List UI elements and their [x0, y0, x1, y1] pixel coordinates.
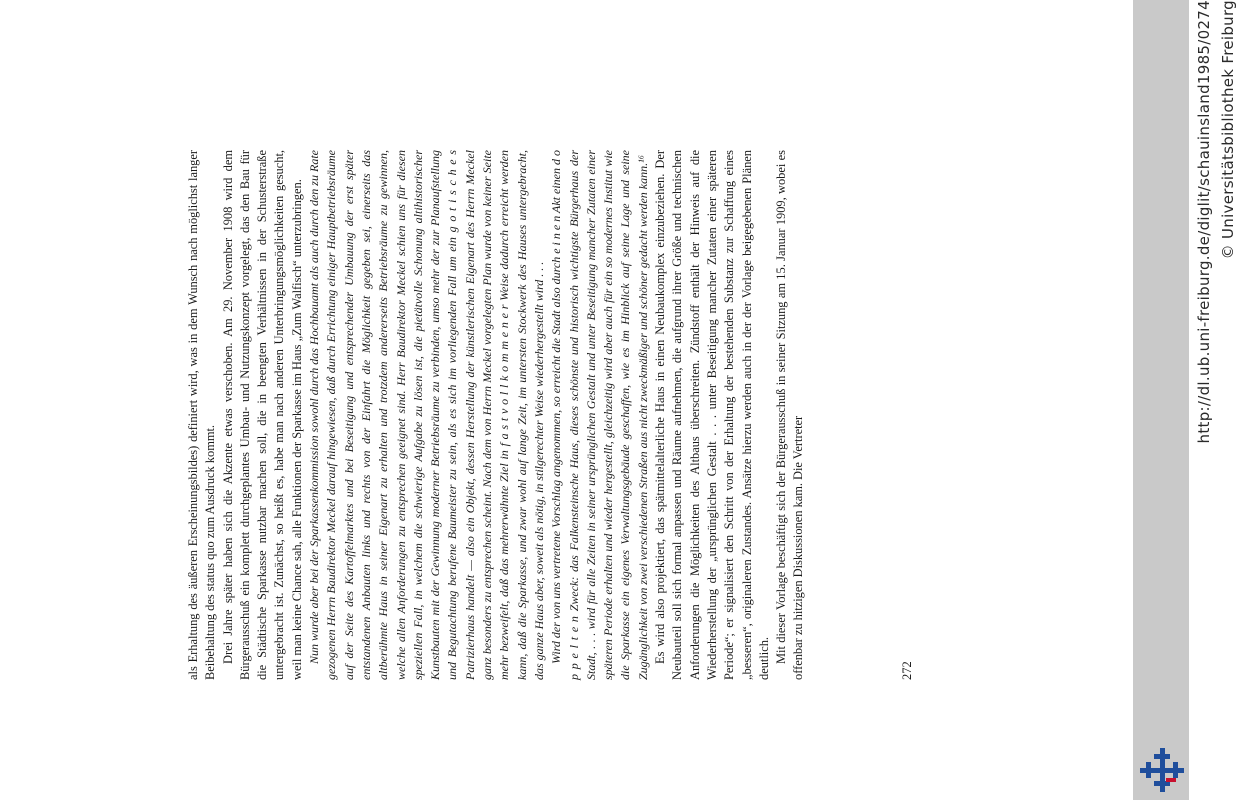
paragraph-4: Mit dieser Vorlage beschäftigt sich der Bürgerausschuß in seiner Sitzung am 15. Januar 1909, wobei es offenbar zu hitzigen Diskussionen kam. Die Vertreter: [774, 150, 806, 680]
paragraph-3: Es wird also projektiert, das spätmittelalterliche Haus in einen Neubaukomplex einzubeziehen. Der Neubauteil soll sich formal anpassen und Räume aufnehmen, die aufgrund ihrer Größe und technischen Anforderungen die Möglichkeiten des Altbaus überschreiten. Zündstoff enthält der Hinweis auf die Wiederherstellung der „ursprünglichen Gestalt . . . unter Beseitigung mancher Zutaten einer späteren Periode“; er signalisiert den Schritt von der Erhaltung der bestehenden Substanz zur Schaffung eines „besseren“, originaleren Zustandes. Ansätze hierzu werden auch in der der Vorlage beigegebenen Plänen deutlich.: [653, 150, 771, 680]
viewer-sidebar: [1133, 0, 1237, 800]
quote-paragraph-1: Nun wurde aber bei der Sparkassenkommission sowohl durch das Hochbauamt als auch durch den zu Rate gezogenen Herrn Baudirektor Meckel darauf hingewiesen, daß durch Errichtung einiger Hauptbetriebsräume auf der Seite des Kartoffelmarktes und bei Beseitigung und entsprechender Umbauung der erst später entstandenen Anbauten links und rechts von der Einfahrt die Möglichkeit gegeben sei, einerseits das altberühmte Haus in seiner Eigenart zu erhalten und trotzdem andererseits Betriebsräume zu gewinnen, welche allen Anforderungen zu entsprechen geeignet sind. Herr Baudirektor Meckel schien uns für diesen speziellen Fall, in welchem die schwierige Aufgabe zu lösen ist, die pietätvolle Schonung altihistorischer Kunstbauten mit der Gewinnung moderner Betriebsräume zu verbinden, umso mehr der zur Planaufstellung und Begutachtung berufene Baumeister zu sein, als es sich im vorliegenden Fall um ein g o t i s c h e s Patrizierhaus handelt — also ein Objekt, dessen Herstellung der künstlerischen Eigenart des Herrn Meckel ganz besonders zu entsprechen scheint. Nach dem von Herrn Meckel vorgelegten Plan wurde von keiner Seite mehr bezweifelt, daß das mehrerwähnte Ziel in f a s t v o l l k o m m e n e r Weise dadurch erreicht werden kann, daß die Sparkasse, und zwar wohl auf lange Zeit, im untersten Stockwerk des Hauses untergebracht, das ganze Haus aber, soweit als nötig, in stilgerechter Weise wiederhergestellt wird . . .: [307, 150, 546, 680]
page-number: 272: [900, 661, 914, 680]
ub-freiburg-logo-icon: [1140, 748, 1184, 792]
rotated-page-content: [185, 150, 915, 680]
paragraph-1: als Erhaltung des äußeren Erscheinungsbildes) definiert wird, was in dem Wunsch nach möglichst langer Beibehaltung des status quo zum Ausdruck kommt.: [186, 150, 218, 680]
copyright-notice: © Universitätsbibliothek Freiburg: [1219, 0, 1237, 260]
source-url-link[interactable]: http://dl.ub.uni-freiburg.de/diglit/schauinsland1985/0274: [1195, 0, 1213, 444]
sidebar-text: [1189, 0, 1245, 790]
quote-paragraph-2: Wird der von uns vertretene Vorschlag angenommen, so erreicht die Stadt also durch e i n e n Akt einen d o p p e l t e n Zweck: das Falkensteinsche Haus, dieses schönste und historisch wichtigste Bürgerhaus der Stadt, . . . wird für alle Zeiten in seiner ursprünglichen Gestalt und unter Beseitigung mancher Zutaten einer späteren Periode erhalten und wieder hergestellt, gleichzeitig wird aber auch für ein so modernes Institut wie die Sparkasse ein eigenes Verwaltungsgebäude geschaffen, wie es im Hinblick auf seine Lage und seine Zugänglichkeit von zwei verschiedenen Straßen aus nicht zweckmäßiger und schöner gedacht werden kann.¹⁶: [549, 150, 650, 680]
paragraph-2: Drei Jahre später haben sich die Akzente etwas verschoben. Am 29. November 1908 wird dem Bürgerausschuß ein komplett durchgeplantes Umbau- und Nutzungskonzept vorgelegt, das den Bau für die Städtische Sparkasse nutzbar machen soll, die in beengten Verhältnissen in der Schusterstraße untergebracht ist. Zunächst, so heißt es, habe man nach anderen Unterbringungsmöglichkeiten gesucht, weil man keine Chance sah, alle Funktionen der Sparkasse im Haus „Zum Walfisch“ unterzubringen.: [220, 150, 304, 680]
